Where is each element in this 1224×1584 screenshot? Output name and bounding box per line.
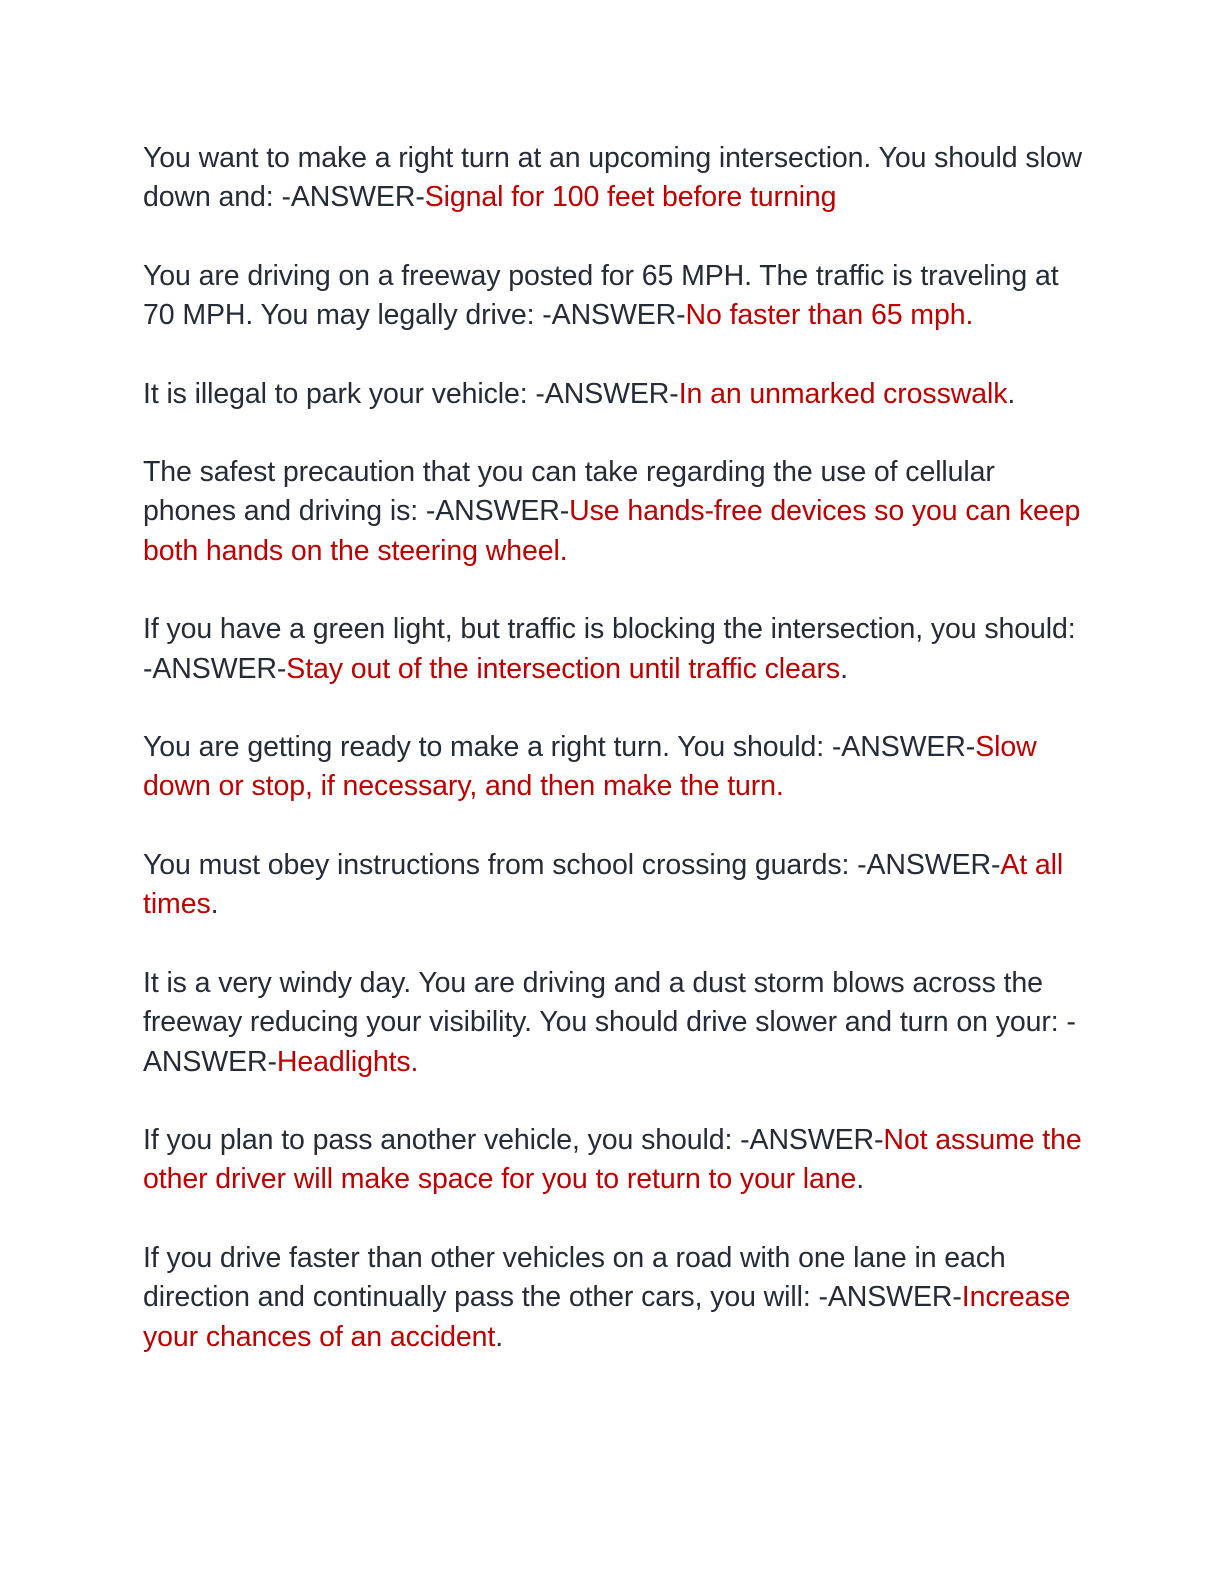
answer-text: No faster than 65 mph. — [685, 299, 974, 332]
answer-tail: . — [210, 888, 219, 921]
question-text: If you plan to pass another vehicle, you should: -ANSWER- — [143, 1123, 884, 1156]
qa-item-3 — [143, 375, 1083, 414]
answer-text: Slow down or stop, if necessary, and then make the turn. — [143, 731, 1037, 803]
question-text: If you have a green light, but traffic is blocking the intersection, you should: -ANSWER- — [143, 613, 1076, 685]
answer-text: Signal for 100 feet before turning — [424, 181, 837, 214]
qa-item-9 — [143, 1121, 1083, 1200]
question-text: You are getting ready to make a right turn. You should: -ANSWER- — [143, 731, 976, 764]
qa-item-6 — [143, 728, 1083, 807]
question-text: It is illegal to park your vehicle: -ANSWER- — [143, 377, 679, 410]
question-text: If you drive faster than other vehicles on a road with one lane in each direction and continually pass the other cars, you will: -ANSWER- — [143, 1241, 1006, 1314]
question-text: You must obey instructions from school crossing guards: -ANSWER- — [143, 848, 1001, 881]
question-text: You want to make a right turn at an upcoming intersection. You should slow down and: -ANSWER- — [143, 142, 1082, 214]
question-text: You are driving on a freeway posted for 65 MPH. The traffic is traveling at 70 MPH. You may legally drive: -ANSWER- — [143, 259, 1059, 332]
qa-item-7 — [143, 846, 1083, 925]
question-text: The safest precaution that you can take regarding the use of cellular phones and driving is: -ANSWER- — [143, 456, 995, 528]
answer-text: Stay out of the intersection until traffic clears — [286, 652, 841, 685]
document-page — [143, 139, 1083, 1396]
qa-item-5 — [143, 610, 1083, 689]
answer-tail: . — [495, 1320, 504, 1353]
answer-text: Increase your chances of an accident — [143, 1281, 1071, 1353]
answer-tail: . — [840, 652, 848, 685]
qa-item-2 — [143, 257, 1083, 336]
qa-item-10 — [143, 1239, 1083, 1357]
answer-text: In an unmarked crosswalk — [678, 377, 1008, 410]
answer-tail: . — [1007, 377, 1016, 410]
answer-text: Headlights. — [276, 1045, 419, 1078]
answer-text: At all times — [143, 848, 1064, 921]
qa-item-8 — [143, 964, 1083, 1082]
answer-text: Use hands-free devices so you can keep both hands on the steering wheel. — [143, 495, 1081, 567]
qa-item-4 — [143, 453, 1083, 571]
answer-tail: . — [856, 1163, 865, 1196]
qa-item-1 — [143, 139, 1083, 218]
question-text: It is a very windy day. You are driving and a dust storm blows across the freeway reducing your visibility. You should drive slower and turn on your: -ANSWER- — [143, 966, 1076, 1078]
answer-text: Not assume the other driver will make space for you to return to your lane — [143, 1123, 1082, 1196]
